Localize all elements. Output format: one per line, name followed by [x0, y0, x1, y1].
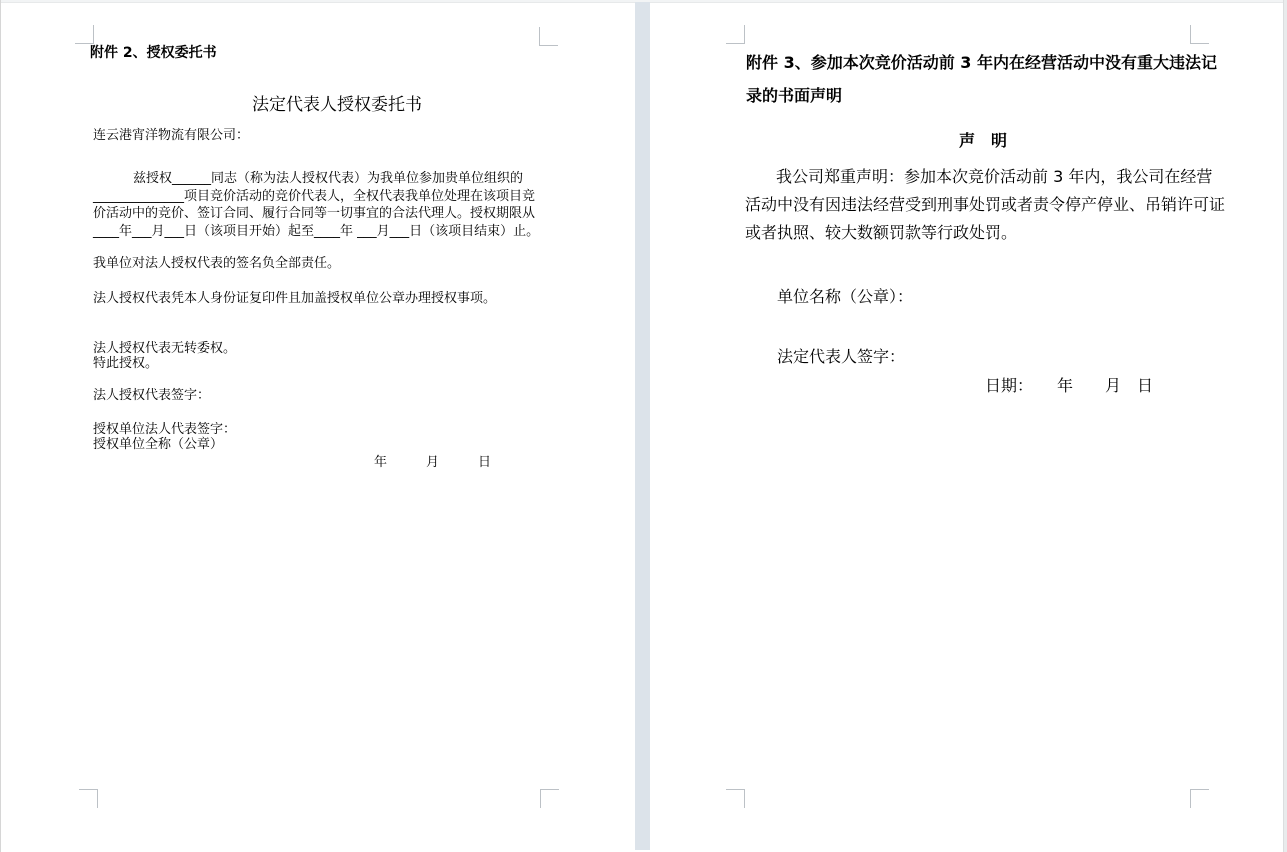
crop-mark-page2-bottom-right — [1190, 789, 1209, 808]
declaration-body-line-1: 我公司郑重声明：参加本次竞价活动前 3 年内，我公司在经营 — [776, 167, 1213, 186]
poa-unit-name-label: 授权单位全称（公章） — [93, 437, 224, 452]
page-2[interactable] — [650, 0, 1287, 852]
poa-body-line-2: ______________项目竞价活动的竞价代表人，全权代表我单位处理在该项目竞 — [93, 189, 536, 204]
poa-responsibility: 我单位对法人授权代表的签名负全部责任。 — [93, 256, 341, 271]
poa-unit-rep-sign-label: 授权单位法人代表签字： — [93, 422, 237, 437]
poa-body-line-3: 价活动中的竞价、签订合同、履行合同等一切事宜的合法代理人。授权期限从 — [93, 206, 536, 221]
poa-title: 法定代表人授权委托书 — [252, 95, 422, 115]
crop-mark-page2-top-left — [726, 25, 745, 44]
declaration-rep-sign-label: 法定代表人签字： — [777, 347, 906, 366]
attachment-3-heading-line-1: 附件 3、参加本次竞价活动前 3 年内在经营活动中没有重大违法记 — [746, 53, 1217, 72]
declaration-body-line-2: 活动中没有因违法经营受到刑事处罚或者责令停产停业、吊销许可证 — [745, 195, 1226, 214]
crop-mark-page1-bottom-left — [79, 789, 98, 808]
page-gap-divider — [635, 2, 650, 850]
poa-body-line-4: ____年___月___日（该项目开始）起至____年 ___月___日（该项目结束）止。 — [93, 224, 540, 239]
crop-mark-page1-bottom-right — [540, 789, 559, 808]
attachment-2-heading: 附件 2、授权委托书 — [90, 45, 217, 61]
poa-id-note: 法人授权代表凭本人身份证复印件且加盖授权单位公章办理授权事项。 — [93, 291, 497, 306]
poa-hereby: 特此授权。 — [93, 356, 159, 371]
poa-body-line-1: 兹授权______同志（称为法人授权代表）为我单位参加贵单位组织的 — [133, 171, 524, 186]
declaration-body-line-3: 或者执照、较大数额罚款等行政处罚。 — [745, 223, 1018, 242]
crop-mark-page2-top-right — [1190, 25, 1209, 44]
declaration-title: 声 明 — [958, 131, 1007, 150]
scrollbar-track[interactable] — [1283, 0, 1287, 852]
declaration-unit-name-label: 单位名称（公章）： — [777, 287, 914, 306]
poa-rep-sign-label: 法人授权代表签字： — [93, 388, 211, 403]
declaration-date-line: 日期： 年 月 日 — [985, 376, 1154, 395]
left-edge-border — [0, 0, 1, 852]
crop-mark-page2-bottom-left — [726, 789, 745, 808]
attachment-3-heading-line-2: 录的书面声明 — [746, 86, 843, 105]
poa-salutation: 连云港宵洋物流有限公司： — [93, 128, 250, 143]
crop-mark-page1-top-right — [539, 27, 558, 46]
poa-date-line: 年 月 日 — [374, 455, 492, 470]
crop-mark-page1-top-left — [75, 25, 94, 44]
poa-no-delegation: 法人授权代表无转委权。 — [93, 341, 237, 356]
